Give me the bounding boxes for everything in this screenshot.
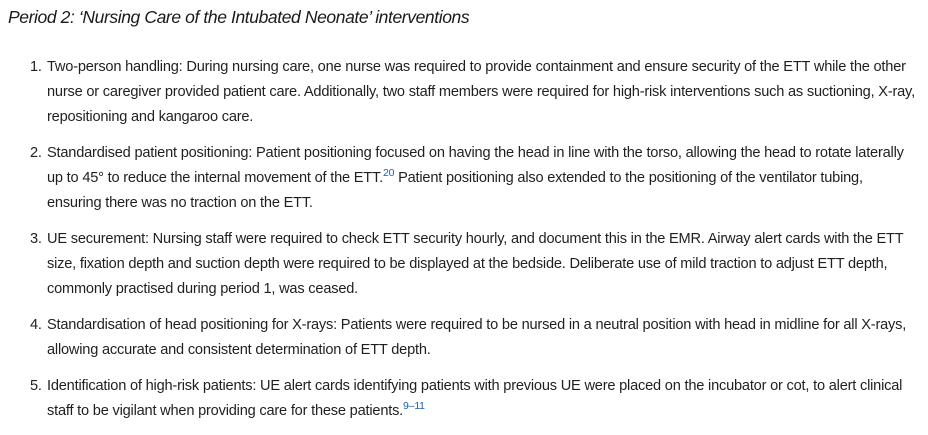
list-item-number: 5. (30, 378, 42, 394)
list-item (30, 141, 920, 216)
list-item-text: Standardisation of head positioning for X-rays: Patients were required to be nursed in a neutral position with head in midline for all X-rays, allowing accurate and consistent determination of ETT depth. (47, 317, 907, 358)
list-item-text: Identification of high-risk patients: UE alert cards identifying patients with previous UE were placed on the incubator or cot, to alert clinical staff to be vigilant when providing care for these patients. (47, 378, 903, 419)
list-item-text-continued: Patient positioning also extended to the positioning of the ventilator tubing, ensuring there was no traction on the ETT. (47, 170, 863, 211)
list-item-number: 3. (30, 231, 42, 247)
list-item-text: Two-person handling: During nursing care, one nurse was required to provide containment and ensure security of the ETT while the other nurse or caregiver provided patient care. Additionally, two staff members were required for high-risk interventions such as suctioning, X-ray, repositioning and kangaroo care. (47, 59, 915, 125)
list-item (30, 313, 920, 363)
intervention-list (30, 55, 920, 435)
list-item-number: 2. (30, 145, 42, 161)
reference-link[interactable]: 20 (382, 167, 395, 179)
reference-link[interactable]: 9–11 (403, 400, 425, 412)
list-item-text: Standardised patient positioning: Patient positioning focused on having the head in line with the torso, allowing the head to rotate laterally up to 45° to reduce the internal movement of the ETT. (47, 145, 904, 186)
list-item-text: UE securement: Nursing staff were required to check ETT security hourly, and document this in the EMR. Airway alert cards with the ETT size, fixation depth and suction depth were required to be displayed at the bedside. Deliberate use of mild traction to adjust ETT depth, commonly practised during period 1, was ceased. (47, 231, 904, 297)
list-item (30, 374, 920, 424)
list-item-number: 1. (30, 59, 42, 75)
list-item (30, 227, 920, 302)
section-title: Period 2: ‘Nursing Care of the Intubated Neonate’ interventions (8, 7, 470, 27)
list-item (30, 55, 920, 130)
list-item-number: 4. (30, 317, 42, 333)
